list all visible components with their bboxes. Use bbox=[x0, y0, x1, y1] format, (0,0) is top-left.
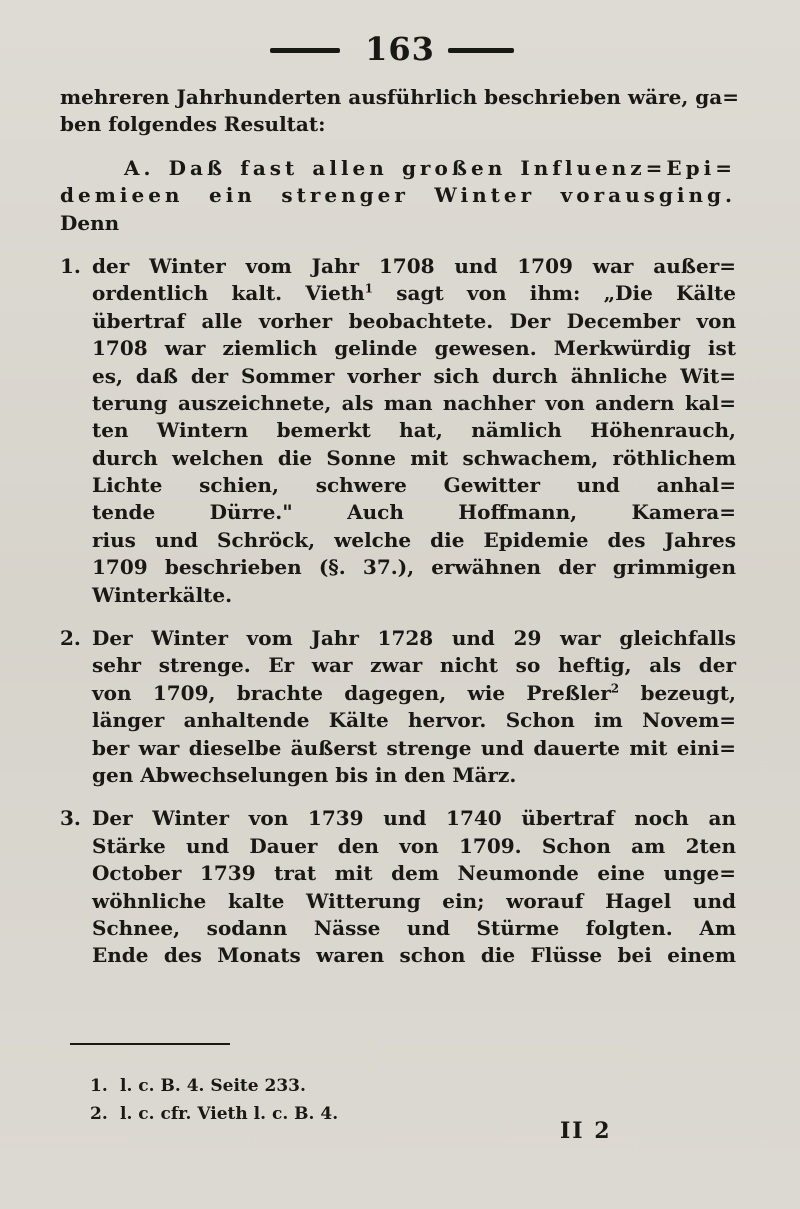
item-3-number: 3. bbox=[60, 806, 81, 831]
item-3-line: Schnee, sodann Nässe und Stürme folgten. Am bbox=[92, 915, 736, 940]
thesis-line: Denn bbox=[60, 210, 120, 235]
item-1-line: durch welchen die Sonne mit schwachem, röthlichem bbox=[92, 445, 736, 470]
item-3-line: 3. Der Winter von 1739 und 1740 übertraf noch an bbox=[60, 805, 736, 832]
item-1-number: 1. bbox=[60, 253, 81, 278]
footnote-text: l. c. B. 4. Seite 233. bbox=[120, 1076, 306, 1096]
footnote bbox=[90, 1100, 590, 1128]
header-rule-left bbox=[270, 48, 340, 53]
footnote-marker: 1 bbox=[364, 281, 374, 296]
item-2-number: 2. bbox=[60, 626, 81, 651]
item-3-line: Ende des Monats waren schon die Flüsse bei einem bbox=[92, 943, 736, 968]
item-1-line: Lichte schien, schwere Gewitter und anhal= bbox=[92, 473, 736, 498]
footnote-marker: 2 bbox=[610, 681, 620, 696]
item-2-line: länger anhaltende Kälte hervor. Schon im Novem= bbox=[92, 708, 736, 733]
item-3-line: October 1739 trat mit dem Neumonde eine unge= bbox=[92, 861, 736, 886]
printer-signature: II 2 bbox=[560, 1118, 612, 1144]
footnotes bbox=[90, 1072, 590, 1128]
footnote-divider bbox=[70, 1043, 230, 1045]
footnote-text: l. c. cfr. Vieth l. c. B. 4. bbox=[120, 1104, 339, 1124]
item-1-line: terung auszeichnete, als man nachher von andern kal= bbox=[92, 390, 736, 415]
item-1-line: übertraf alle vorher beobachtete. Der December von bbox=[92, 308, 736, 333]
item-1-line: 1708 war ziemlich gelinde gewesen. Merkwürdig ist bbox=[92, 336, 736, 361]
thesis-label: A. bbox=[124, 155, 155, 180]
item-1-line: 1709 beschrieben (§. 37.), erwähnen der grimmigen bbox=[92, 555, 736, 580]
footnote bbox=[90, 1072, 590, 1100]
item-2-line: 2. Der Winter vom Jahr 1728 und 29 war gleichfalls bbox=[60, 625, 736, 652]
item-1-line: 1. der Winter vom Jahr 1708 und 1709 war außer= bbox=[60, 253, 736, 280]
page-number: 163 bbox=[365, 30, 435, 68]
item-1-line: es, daß der Sommer vorher sich durch ähnliche Wit= bbox=[92, 363, 736, 388]
header-rule-right bbox=[448, 48, 514, 53]
main-text bbox=[60, 84, 739, 970]
item-2-line: von 1709, brachte dagegen, wie Preßler$^2$ bezeugt, bbox=[92, 680, 736, 705]
page-header bbox=[0, 30, 800, 70]
item-2-line: ber war dieselbe äußerst strenge und dauerte mit eini= bbox=[92, 735, 736, 760]
intro-line: mehreren Jahrhunderten ausführlich beschrieben wäre, ga= bbox=[60, 85, 739, 109]
item-1-line: tende Dürre." Auch Hoffmann, Kamera= bbox=[92, 500, 736, 525]
footnote-number: 1. bbox=[90, 1076, 108, 1096]
thesis-text: Daß fast allen großen Influenz=Epi= bbox=[168, 155, 736, 180]
thesis-line: demieen ein strenger Winter vorausging. bbox=[60, 183, 736, 208]
thesis-line bbox=[60, 155, 736, 182]
item-3-line: wöhnliche kalte Witterung ein; worauf Hagel und bbox=[92, 888, 736, 913]
footnote-number: 2. bbox=[90, 1104, 108, 1124]
item-2-line: gen Abwechselungen bis in den März. bbox=[92, 762, 517, 787]
item-1-line: ten Wintern bemerkt hat, nämlich Höhenrauch, bbox=[92, 418, 736, 443]
item-3-line: Stärke und Dauer den von 1709. Schon am 2ten bbox=[92, 833, 736, 858]
item-1-line: rius und Schröck, welche die Epidemie des Jahres bbox=[92, 527, 736, 552]
item-2-line: sehr strenge. Er war zwar nicht so heftig, als der bbox=[92, 653, 736, 678]
item-1-line: ordentlich kalt. Vieth$^1$ sagt von ihm: „Die Kälte bbox=[92, 281, 736, 306]
item-1-line: Winterkälte. bbox=[92, 582, 233, 607]
intro-line: ben folgendes Resultat: bbox=[60, 112, 326, 137]
